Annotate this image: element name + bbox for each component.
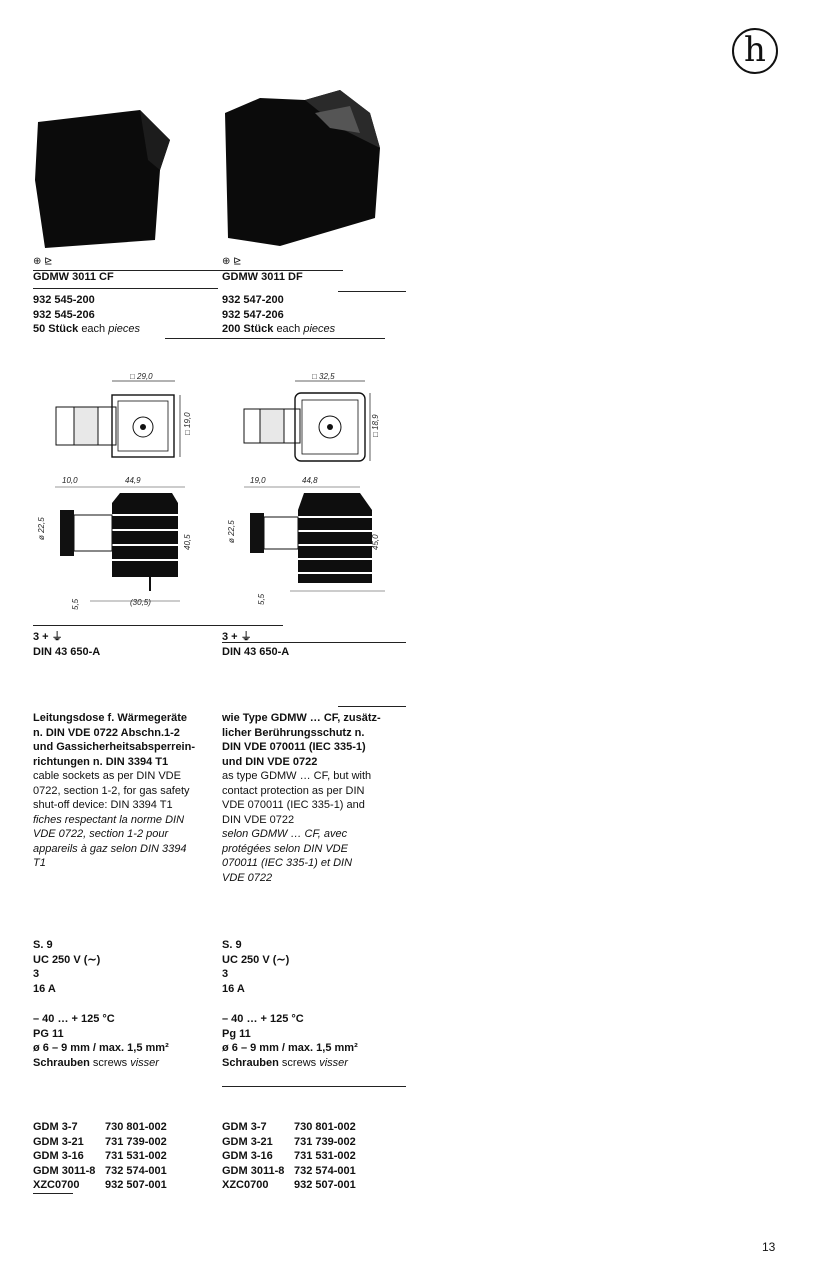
part-number: 932 545-200 xyxy=(33,294,95,306)
accessory-row: GDM 3-21 731 739-002 xyxy=(33,1135,167,1148)
dim-pin: 5,5 xyxy=(71,598,80,610)
part-number: 932 547-200 xyxy=(222,294,284,306)
desc-en-line: cable sockets as per DIN VDE xyxy=(33,770,181,782)
accessory-row: GDM 3011-8 732 574-001 xyxy=(222,1164,356,1177)
screws-line: Schrauben screws visser xyxy=(222,1056,348,1069)
desc-fr-line: T1 xyxy=(33,857,46,869)
din-standard: DIN 43 650-A xyxy=(33,645,101,658)
divider xyxy=(338,706,406,707)
dim-tall: 40,5 xyxy=(183,534,192,550)
spec-line: – 40 … + 125 °C xyxy=(222,1013,304,1025)
divider xyxy=(165,338,385,339)
desc-en-line: VDE 070011 (IEC 335-1) and xyxy=(222,799,365,811)
left-accessories xyxy=(33,1120,167,1193)
desc-de-line: wie Type GDMW … CF, zusätz- xyxy=(222,712,381,724)
left-standard xyxy=(33,630,100,659)
right-header xyxy=(222,255,407,284)
desc-en-line: contact protection as per DIN xyxy=(222,784,365,797)
desc-fr-line: 070011 (IEC 335-1) et DIN xyxy=(222,857,353,869)
pack-quantity: 50 Stück each pieces xyxy=(33,323,141,335)
dim-tall: 45,0 xyxy=(371,534,380,550)
pole-config: 3 + ⏚ xyxy=(222,631,252,643)
din-standard: DIN 43 650-A xyxy=(222,645,290,658)
accessory-row: GDM 3-21 731 739-002 xyxy=(222,1135,356,1148)
desc-de-line: Leitungsdose f. Wärmegeräte xyxy=(33,712,188,724)
divider xyxy=(33,1193,73,1194)
dim-top-width: 44,8 xyxy=(302,476,318,485)
divider xyxy=(222,1086,406,1087)
right-part-numbers xyxy=(222,293,335,337)
right-specs-2 xyxy=(222,1012,358,1070)
part-number: 932 545-206 xyxy=(33,308,95,321)
brand-logo-glyph: h xyxy=(744,30,766,70)
pole-config: 3 + ⏚ xyxy=(33,631,63,643)
left-specs-2 xyxy=(33,1012,169,1070)
spec-line: S. 9 xyxy=(222,939,242,951)
dimension-drawing-df xyxy=(220,365,400,615)
spec-line: ø 6 – 9 mm / max. 1,5 mm² xyxy=(33,1042,169,1054)
spec-line: 3 xyxy=(33,968,40,980)
brand-logo xyxy=(732,28,778,74)
dim-base: (30,5) xyxy=(130,598,151,607)
spec-line: ø 6 – 9 mm / max. 1,5 mm² xyxy=(222,1042,358,1054)
part-number: 932 547-206 xyxy=(222,308,284,321)
desc-de-line: und Gassicherheitsabsperrein- xyxy=(33,741,195,753)
desc-fr-line: fiches respectant la norme DIN xyxy=(33,813,185,826)
dim-height: □ 18,9 xyxy=(371,414,380,437)
desc-de-line: n. DIN VDE 0722 Abschn.1-2 xyxy=(33,726,180,739)
desc-fr-line: VDE 0722 xyxy=(222,871,273,884)
approval-marks: ⊕ ⊵ xyxy=(33,256,53,267)
screws-line: Schrauben screws visser xyxy=(33,1056,159,1069)
desc-fr-line: selon GDMW … CF, avec xyxy=(222,828,348,840)
spec-line: UC 250 V (∼) xyxy=(222,953,290,966)
desc-de-line: richtungen n. DIN 3394 T1 xyxy=(33,755,169,768)
accessory-row: XZC0700 932 507-001 xyxy=(33,1179,167,1191)
spec-line: Pg 11 xyxy=(222,1027,251,1040)
desc-en-line: DIN VDE 0722 xyxy=(222,813,295,826)
desc-fr-line: VDE 0722, section 1-2 pour xyxy=(33,828,169,840)
dim-height: □ 19,0 xyxy=(183,412,192,435)
dim-pin: 5,5 xyxy=(257,593,266,605)
desc-fr-line: appareils à gaz selon DIN 3394 xyxy=(33,842,187,855)
dim-left-offset: 19,0 xyxy=(250,476,266,485)
spec-line: S. 9 xyxy=(33,939,53,951)
desc-de-line: und DIN VDE 0722 xyxy=(222,755,318,768)
divider xyxy=(33,625,283,626)
divider xyxy=(338,291,406,292)
dim-diameter: ø 22,5 xyxy=(227,520,236,543)
desc-en-line: shut-off device: DIN 3394 T1 xyxy=(33,799,173,811)
divider xyxy=(33,288,218,289)
spec-line: 16 A xyxy=(33,982,56,995)
accessory-row: GDM 3-7 730 801-002 xyxy=(222,1121,356,1133)
accessory-row: GDM 3-7 730 801-002 xyxy=(33,1121,167,1133)
product-photo-df xyxy=(220,88,395,248)
desc-de-line: licher Berührungsschutz n. xyxy=(222,726,365,739)
left-specs xyxy=(33,938,100,996)
spec-line: PG 11 xyxy=(33,1027,64,1040)
model-name: GDMW 3011 CF xyxy=(33,270,114,283)
spec-line: UC 250 V (∼) xyxy=(33,953,101,966)
dim-width: □ 29,0 xyxy=(130,372,153,381)
model-name: GDMW 3011 DF xyxy=(222,270,303,283)
desc-fr-line: protégées selon DIN VDE xyxy=(222,842,348,855)
page-number: 13 xyxy=(762,1240,776,1254)
right-description xyxy=(222,711,407,885)
dim-diameter: ø 22,5 xyxy=(37,517,46,540)
desc-en-line: 0722, section 1-2, for gas safety xyxy=(33,784,190,797)
accessory-row: GDM 3011-8 732 574-001 xyxy=(33,1164,167,1177)
spec-line: 16 A xyxy=(222,982,245,995)
approval-marks: ⊕ ⊵ xyxy=(222,256,242,267)
dimension-drawing-cf xyxy=(30,365,220,615)
left-part-numbers xyxy=(33,293,140,337)
right-specs xyxy=(222,938,289,996)
spec-line: 3 xyxy=(222,968,229,980)
dim-width: □ 32,5 xyxy=(312,372,335,381)
dim-top-width: 44,9 xyxy=(125,476,141,485)
dim-left-offset: 10,0 xyxy=(62,476,78,485)
right-accessories xyxy=(222,1120,356,1193)
accessory-row: GDM 3-16 731 531-002 xyxy=(222,1150,356,1162)
accessory-row: GDM 3-16 731 531-002 xyxy=(33,1150,167,1162)
pack-quantity: 200 Stück each pieces xyxy=(222,323,336,335)
right-standard xyxy=(222,630,289,659)
desc-de-line: DIN VDE 070011 (IEC 335-1) xyxy=(222,741,366,753)
accessory-row: XZC0700 932 507-001 xyxy=(222,1179,356,1191)
desc-en-line: as type GDMW … CF, but with xyxy=(222,770,372,782)
product-photo-cf xyxy=(30,100,190,250)
left-description xyxy=(33,711,218,871)
spec-line: – 40 … + 125 °C xyxy=(33,1013,115,1025)
